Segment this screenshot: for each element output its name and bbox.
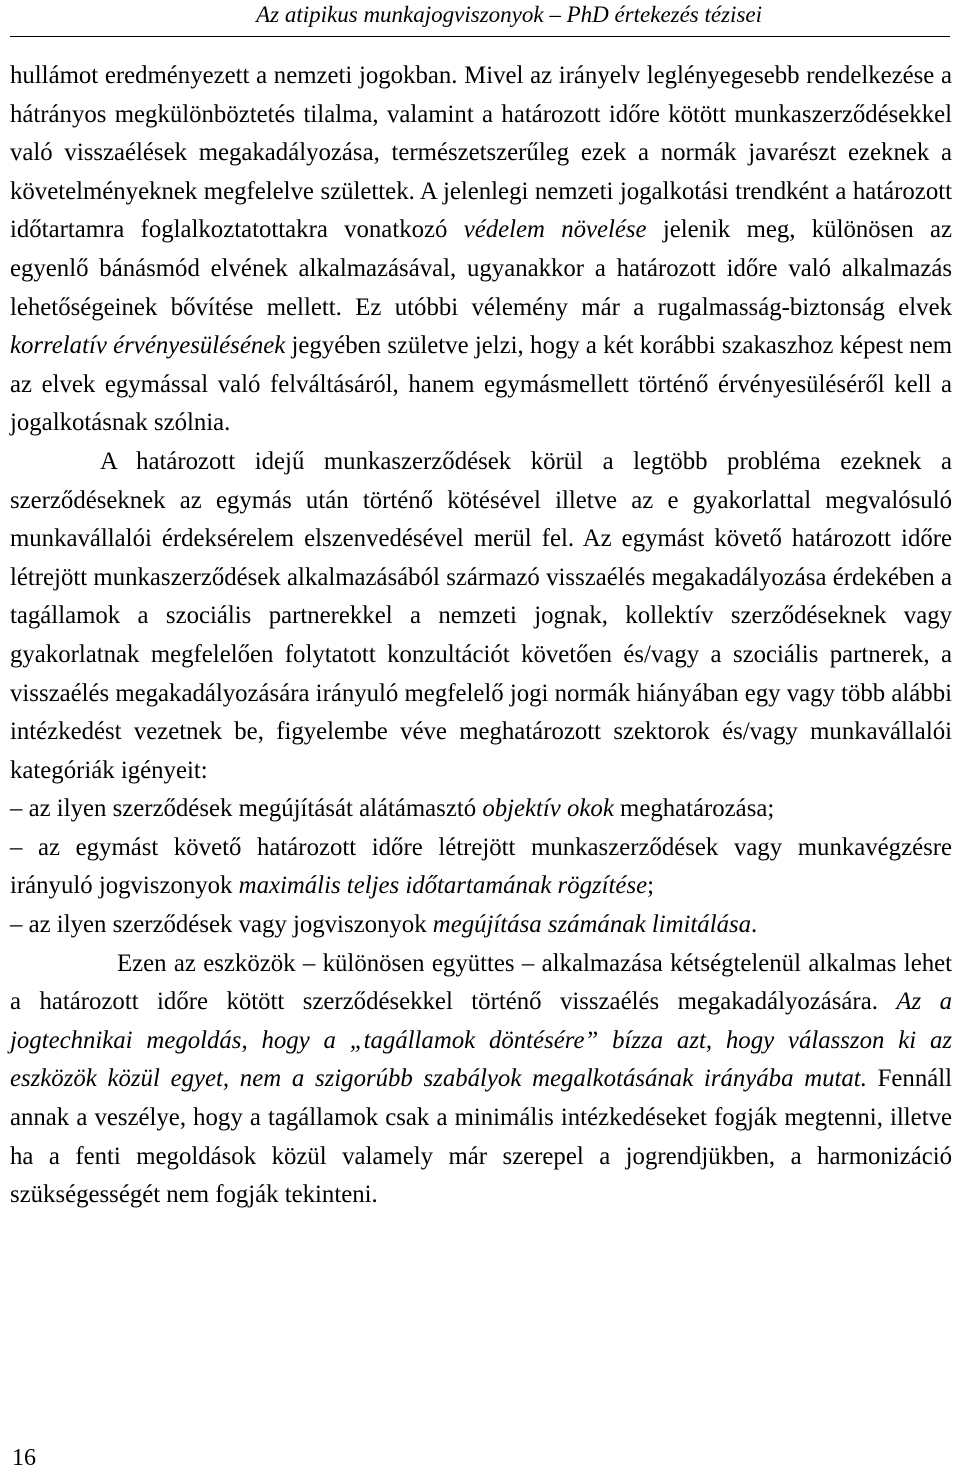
text-segment: . — [751, 911, 758, 939]
running-header — [10, 0, 950, 37]
list-item-3 — [10, 906, 952, 945]
text-segment: jelenik meg, különösen az egyenlő bánásmód elvének alkalmazásával, ugyanakkor a határozott időre való alkalmazás lehetőségeinek bővítése mellett. Ez utóbbi vélemény már a rugalmasság-biztonság elvek — [10, 216, 952, 321]
text-segment: Fennáll annak a veszélye, hogy a tagállamok csak a minimális intézkedéseket fogják megtenni, illetve ha a fenti megoldások közül valamely már szerepel a jogrendjükben, a harmonizáció szükségességét nem fogják tekinteni. — [10, 1065, 952, 1209]
header-title: Az atipikus munkajogviszonyok – PhD értekezés tézisei — [256, 2, 762, 27]
body-text — [10, 57, 952, 1215]
italic-segment: védelem növelése — [463, 216, 647, 244]
text-segment: ; — [647, 872, 654, 900]
italic-segment: megújítása számának limitálása — [432, 911, 752, 939]
text-segment: A határozott idejű munkaszerződések körül a legtöbb probléma ezeknek a szerződéseknek az egymás után történő kötésével illetve az e gyakorlattal megvalósuló munkavállalói érdeksérelem elszenvedésével merül fel. Az egymást követő határozott időre létrejött munkaszerződések alkalmazásából származó visszaélés megakadályozása érdekében a tagállamok a szociális partnerekkel a nemzeti jognak, kollektív szerződéseknek vagy gyakorlatnak megfelelően folytatott konzultációt követően és/vagy a szociális partnerek, a visszaélés megakadályozására irányuló megfelelő jogi normák hiányában egy vagy több alábbi intézkedést vezetnek be, figyelembe véve meghatározott szektorok és/vagy munkavállalói kategóriák igényeit: — [10, 447, 952, 784]
text-segment: – az ilyen szerződések megújítását alátámasztó — [10, 795, 483, 823]
italic-segment: maximális teljes időtartamának rögzítése — [238, 872, 648, 900]
text-segment: – az ilyen szerződések vagy jogviszonyok — [10, 911, 433, 939]
text-segment: meghatározása; — [613, 795, 775, 823]
italic-segment: Az a jogtechnikai megoldás, hogy a „tagállamok döntésére” bízza azt, hogy válasszon ki az eszközök közül egyet, nem a szigorúbb szabályok megalkotásának irányába mutat. — [10, 988, 952, 1093]
text-segment: hullámot eredményezett a nemzeti jogokban. Mivel az irányelv leglényegesebb rendelkezése a hátrányos megkülönböztetés tilalma, valamint a határozott időre kötött munkaszerződésekkel való visszaélések megakadályozása, természetszerűleg ezek a normák javarészt ezeknek a követelményeknek megfelelve születtek. A jelenlegi nemzeti jogalkotási trendként a határozott időtartamra foglalkoztatottakra vonatkozó — [10, 62, 952, 244]
list-item-2 — [10, 829, 952, 906]
page-number: 16 — [12, 1445, 36, 1471]
paragraph-1 — [10, 57, 952, 443]
text-segment: jegyében születve jelzi, hogy a két korábbi szakaszhoz képest nem az elvek egymással való felváltásáról, hanem egymásmellett történő érvényesüléséről kell a jogalkotásnak szólnia. — [10, 332, 952, 437]
italic-segment: objektív okok — [482, 795, 614, 823]
text-segment: – az egymást követő határozott időre létrejött munkaszerződések vagy munkavégzésre irányuló jogviszonyok — [10, 833, 952, 900]
paragraph-2 — [10, 443, 952, 790]
text-segment: Ezen az eszközök – különösen együttes – alkalmazása kétségtelenül alkalmas lehet a határozott időre kötött szerződésekkel történő visszaélés megakadályozására. — [10, 949, 952, 1016]
list-item-1 — [10, 790, 952, 829]
paragraph-3 — [10, 945, 952, 1215]
italic-segment: korrelatív érvényesülésének — [10, 332, 286, 360]
